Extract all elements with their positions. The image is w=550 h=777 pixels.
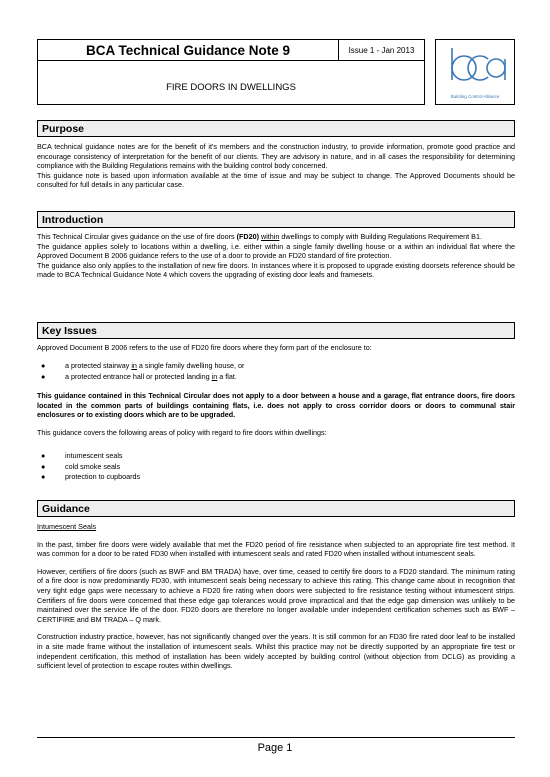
bullet-icon: ●	[41, 371, 46, 381]
bca-logo	[435, 39, 515, 105]
key-issues-locations-list	[37, 361, 515, 382]
logo-caption: Building Control Alliance	[450, 94, 500, 99]
list-item	[37, 462, 515, 473]
guidance-paragraph-1: In the past, timber fire doors were widely available that met the FD20 period of fire resistance when subjected to an appropriate fire test method. It was common for a door to be rated FD30 when installed with intumescent seals and rated FD20 when installed without intumescent seals.	[37, 539, 515, 559]
key-issues-exclusions: This guidance contained in this Technical Circular does not apply to a door between a house and a garage, flat entrance doors, fire doors located in the common parts of buildings containing flats, i.e. does not apply to cross corridor doors or doors to communal stair enclosures or to existing doors which are to be upgraded.	[37, 391, 515, 420]
purpose-heading: Purpose	[37, 120, 515, 137]
introduction-text	[37, 232, 515, 280]
document-title: BCA Technical Guidance Note 9	[37, 39, 339, 61]
list-item: ● a protected entrance hall or protected landing in a flat.	[37, 372, 515, 383]
footer-divider	[37, 737, 515, 738]
bca-logo-icon	[444, 46, 508, 88]
guidance-subheading: Intumescent Seals	[37, 522, 97, 531]
list-item	[37, 472, 515, 483]
purpose-paragraph-1: BCA technical guidance notes are for the benefit of it's members and the construction industry, to provide information, promote good practice and encourage consistency of interpretation for the benefit of our clients. They are advisory in nature, and in all cases the responsibility for determining compliance with the Building Regulations remains with the building control body concerned.	[37, 142, 515, 171]
bullet-icon: ●	[41, 461, 46, 471]
key-issues-areas-intro: This guidance covers the following areas of policy with regard to fire doors within dwellings:	[37, 428, 327, 437]
bullet-icon: ●	[41, 361, 46, 370]
list-item-label: intumescent seals	[65, 451, 123, 460]
list-item-label: cold smoke seals	[65, 461, 121, 471]
guidance-paragraph-2: However, certifiers of fire doors (such as BWF and BM TRADA) have, over time, ceased to certify fire doors to a FD20 standard. The minimum rating of a fire door is now predominantly FD30, with intumescent seals being necessary to achieve this rating. This change came about in recognition that very tight edge gaps were necessary to achieve a FD20 fire rating when doors were subjected to fire resistance testing without intumescent strips. Certifiers of fire doors were concerned that these edge gap tolerances would prove impractical and that the edge gap dimension was unlikely to be maintained over the service life of the door. FD20 doors are therefore no longer available under independent certification schemes such as BWF – CERTIFIRE and BM TRADA – Q mark.	[37, 566, 515, 624]
key-issues-intro: Approved Document B 2006 refers to the use of FD20 fire doors where they form part of the enclosure to:	[37, 343, 372, 352]
list-item-label: protection to cupboards	[65, 472, 141, 481]
introduction-paragraph-2: The guidance applies solely to locations within a dwelling, i.e. either within a single family dwelling house or a within an individual flat where the Approved Document B 2006 guidance refers to the use of a door to provide an FD20 standard of fire protection.	[37, 241, 515, 261]
guidance-paragraph-3: Construction industry practice, however, has not significantly changed over the years. It is still common for an FD30 fire rated door leaf to be installed in a site made frame without the installation of intumescent seals. Whilst this practice may not be directly supported by an appropriate fire test or independent certification, this method of installation has been widely accepted by building control (without objection from DCLG) as providing a sufficient level of protection to escape routes within dwellings.	[37, 632, 515, 671]
policy-areas-list	[37, 451, 515, 483]
list-item	[37, 451, 515, 462]
page-number: Page 1	[257, 742, 293, 754]
list-item: ● a protected stairway in a single family dwelling house, or	[37, 361, 515, 372]
issue-label: Issue 1 - Jan 2013	[339, 39, 425, 61]
introduction-heading: Introduction	[37, 211, 515, 228]
document-subtitle: FIRE DOORS IN DWELLINGS	[37, 61, 425, 105]
key-issues-heading: Key Issues	[37, 322, 515, 339]
guidance-text	[37, 522, 515, 671]
bullet-icon: ●	[41, 451, 46, 460]
purpose-text	[37, 142, 515, 190]
bullet-icon: ●	[41, 472, 46, 481]
guidance-heading: Guidance	[37, 500, 515, 517]
introduction-paragraph-3: The guidance also only applies to the installation of new fire doors. In instances where it is proposed to upgrade existing doorsets reference should be made to BCA Technical Guidance Note 4 which covers the upgrading of existing door leafs and framesets.	[37, 260, 515, 280]
introduction-paragraph-1: This Technical Circular gives guidance on the use of fire doors (FD20) within dwellings to comply with Building Regulations Requirement B1.	[37, 232, 482, 241]
purpose-paragraph-2: This guidance note is based upon information available at the time of issue and may be subject to change. The Approved Documents should be consulted for full details in any particular case.	[37, 170, 515, 190]
